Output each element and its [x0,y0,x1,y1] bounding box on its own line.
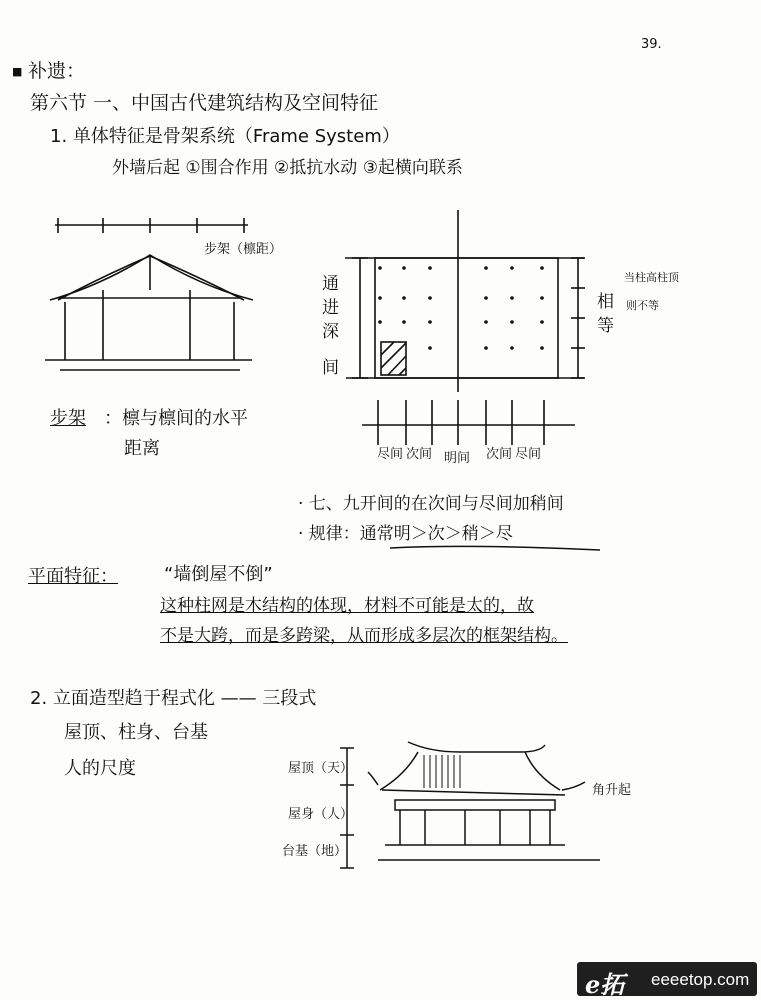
depth-label-1: 通 [322,274,339,294]
item1-note: 外墙后起 ①围合作用 ②抵抗水动 ③起横向联系 [112,158,463,178]
step-frame-label: 步架（檩距） [204,242,283,257]
bay-end-left: 尽间 [376,447,403,462]
plan-quote: “墙倒屋不倒” [164,564,273,585]
equal-label-1: 相 [597,292,614,312]
section-title: 第六节 一、中国古代建筑结构及空间特征 [30,92,379,114]
caption-text-2: 距离 [124,438,160,459]
caption-term: 步架 [50,408,86,429]
page-number: 39. [641,37,662,52]
bullet-marker: ■ [12,65,23,78]
roof-label: 屋顶（天） [288,761,354,776]
depth-label-4: 间 [322,358,339,378]
depth-label-2: 进 [322,298,339,318]
bay-end-right: 尽间 [514,447,541,462]
item1-title: 1. 单体特征是骨架系统（Frame System） [50,126,400,147]
item2-line-2: 人的尺度 [64,758,136,779]
depth-label-3: 深 [322,322,339,342]
plan-title: 平面特征： [28,566,118,587]
caption-text: ：檩与檩间的水平 [104,408,248,429]
item2-title: 2. 立面造型趋于程式化 —— 三段式 [30,688,317,709]
plan-text-2: 不是大跨，而是多跨梁，从而形成多层次的框架结构。 [160,626,568,646]
heading: 补遗： [28,60,86,82]
bay-central: 明间 [444,451,471,466]
equal-label-2: 等 [597,316,614,336]
watermark-site: eeeetop.com [651,970,750,989]
plan-text-1: 这种柱网是木结构的体现，材料不可能是太的，故 [160,596,534,616]
right-note-1: 当柱高柱顶 [624,271,679,284]
bay-secondary-left: 次间 [406,447,433,462]
watermark [577,962,757,999]
corner-rise-label: 角升起 [592,783,632,798]
watermark-logo: e拓 [585,970,625,999]
bay-secondary-right: 次间 [486,447,513,462]
right-note-2: 则不等 [626,299,659,312]
item2-line-1: 屋顶、柱身、台基 [64,722,208,743]
rule-line-1: · 七、九开间的在次间与尽间加稍间 [298,494,564,514]
body-label: 屋身（人） [288,807,354,822]
base-label: 台基（地） [282,844,348,859]
rule-line-2: · 规律：通常明＞次＞稍＞尽 [298,524,513,544]
